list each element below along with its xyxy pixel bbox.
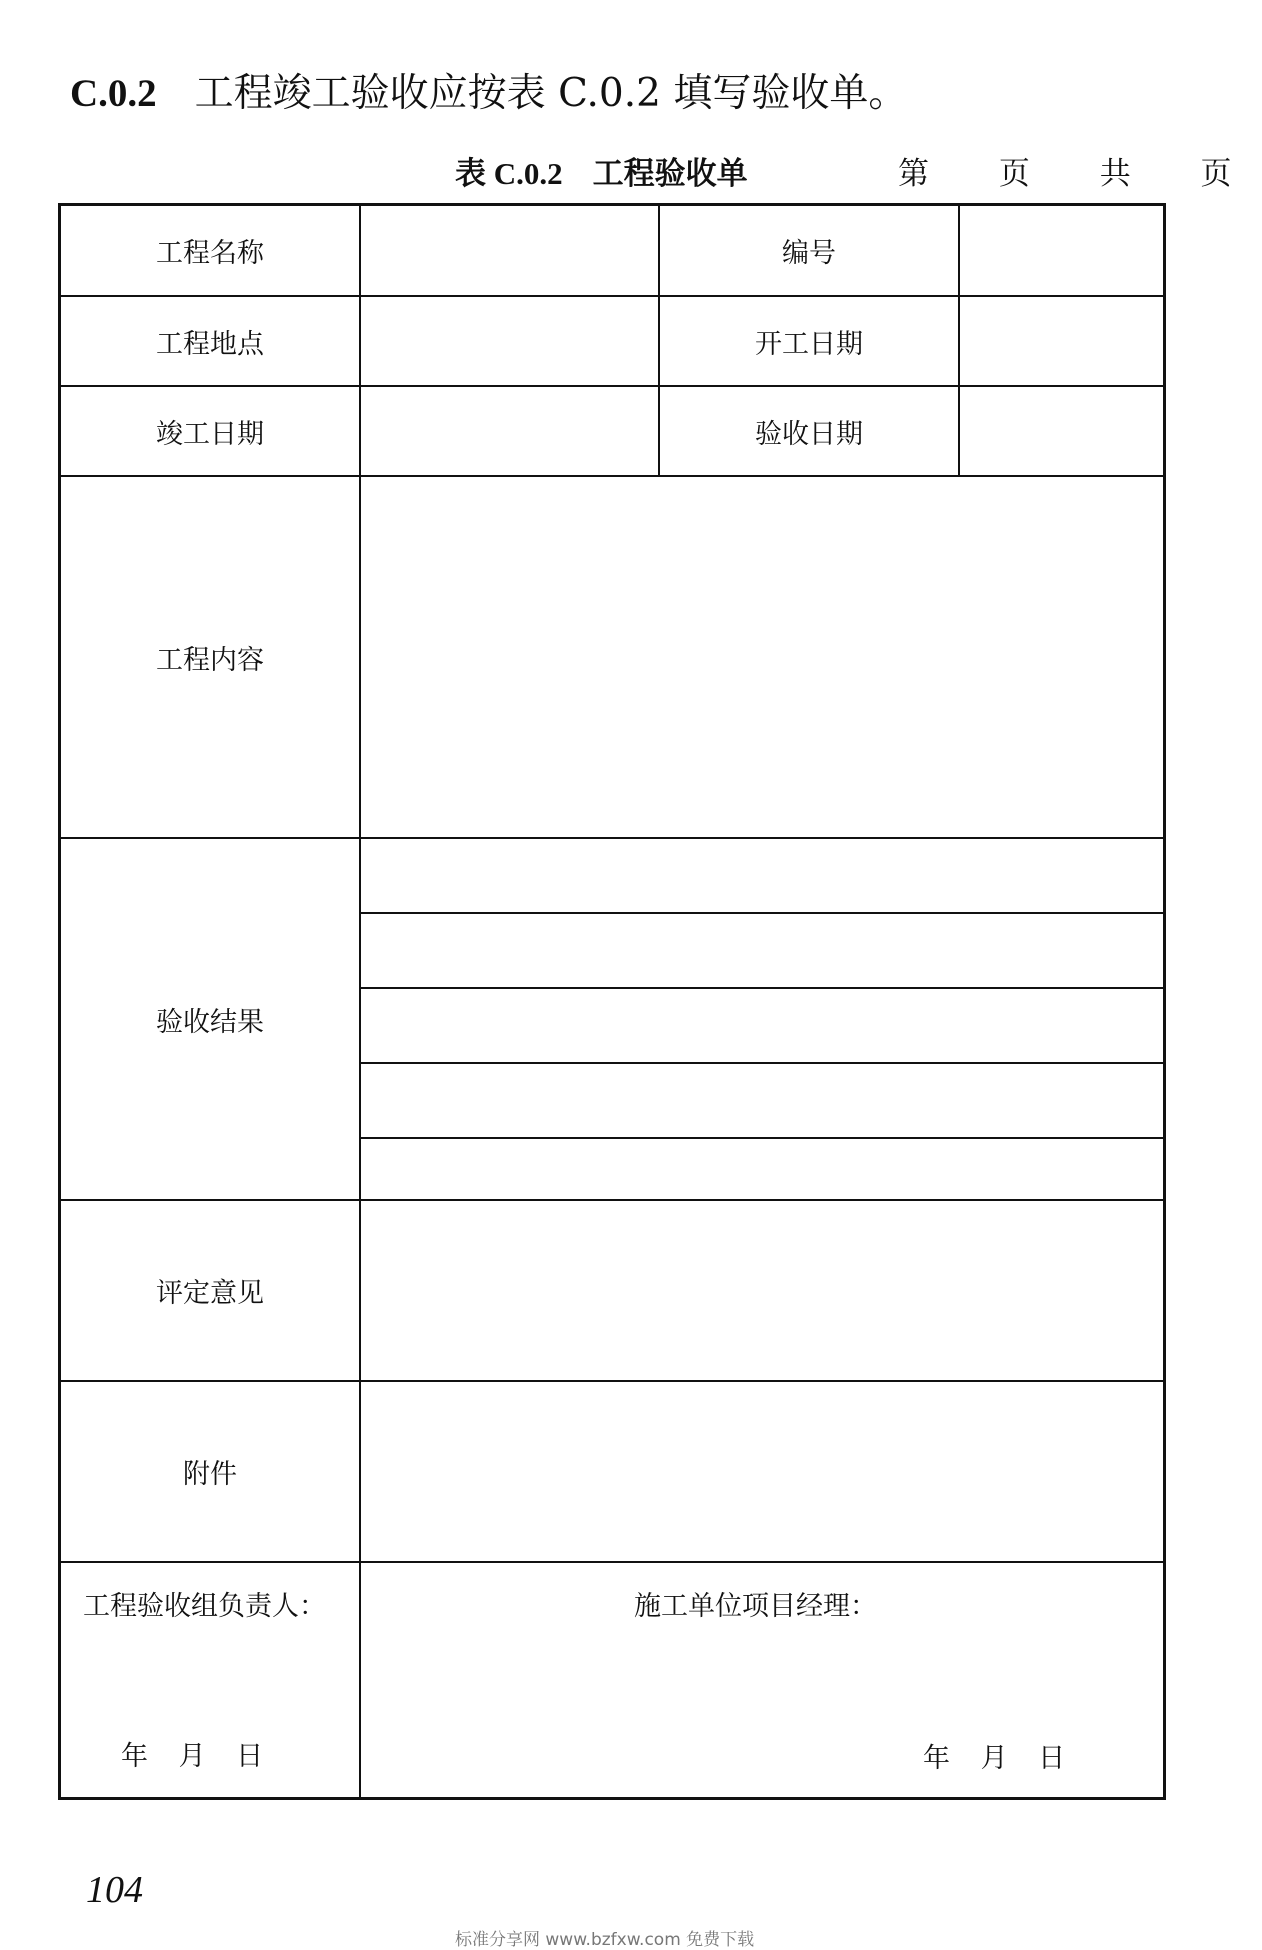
clause-heading — [70, 62, 907, 118]
acceptance-group-leader-label: 工程验收组负责人： — [83, 1591, 326, 1622]
attachments-field[interactable] — [361, 1382, 1163, 1561]
acceptance-date-field[interactable] — [960, 387, 1163, 475]
completion-date-label: 竣工日期 — [156, 418, 264, 450]
table-caption — [455, 148, 748, 193]
project-content-label: 工程内容 — [156, 644, 264, 676]
project-name-label: 工程名称 — [156, 238, 264, 269]
watermark: 标准分享网 www.bzfxw.com 免费下载 — [455, 1930, 755, 1950]
page-counter: 第 页 共 页 — [898, 156, 1262, 192]
acceptance-result-line-1[interactable] — [361, 839, 1163, 912]
serial-no-field[interactable] — [960, 206, 1163, 295]
clause-number: C.0.2 — [70, 72, 157, 115]
project-name-field[interactable] — [361, 206, 658, 295]
start-date-field[interactable] — [960, 297, 1163, 385]
start-date-label: 开工日期 — [755, 328, 863, 360]
acceptance-form — [58, 203, 1166, 1800]
manager-sign-date: 年 月 日 — [923, 1743, 1066, 1774]
clause-text: 工程竣工验收应按表 C.0.2 填写验收单。 — [194, 71, 908, 116]
acceptance-result-line-4[interactable] — [361, 1064, 1163, 1137]
row-divider — [61, 1561, 1163, 1563]
project-location-label: 工程地点 — [156, 328, 264, 360]
project-manager-label: 施工单位项目经理： — [634, 1591, 877, 1622]
acceptance-result-line-3[interactable] — [361, 989, 1163, 1062]
attachments-label: 附件 — [183, 1459, 237, 1490]
evaluation-label: 评定意见 — [156, 1278, 264, 1309]
acceptance-result-line-5[interactable] — [361, 1139, 1163, 1199]
project-location-field[interactable] — [361, 297, 658, 385]
page-number: 104 — [86, 1869, 143, 1911]
acceptance-result-line-2[interactable] — [361, 914, 1163, 987]
evaluation-field[interactable] — [361, 1201, 1163, 1380]
completion-date-field[interactable] — [361, 387, 658, 475]
table-title: 工程验收单 — [592, 156, 748, 192]
project-content-field[interactable] — [361, 477, 1163, 837]
table-number: 表 C.0.2 — [455, 156, 563, 191]
acceptance-result-label: 验收结果 — [156, 1006, 264, 1038]
serial-no-label: 编号 — [782, 238, 836, 269]
acceptance-date-label: 验收日期 — [755, 418, 863, 450]
leader-sign-date: 年 月 日 — [121, 1741, 264, 1772]
